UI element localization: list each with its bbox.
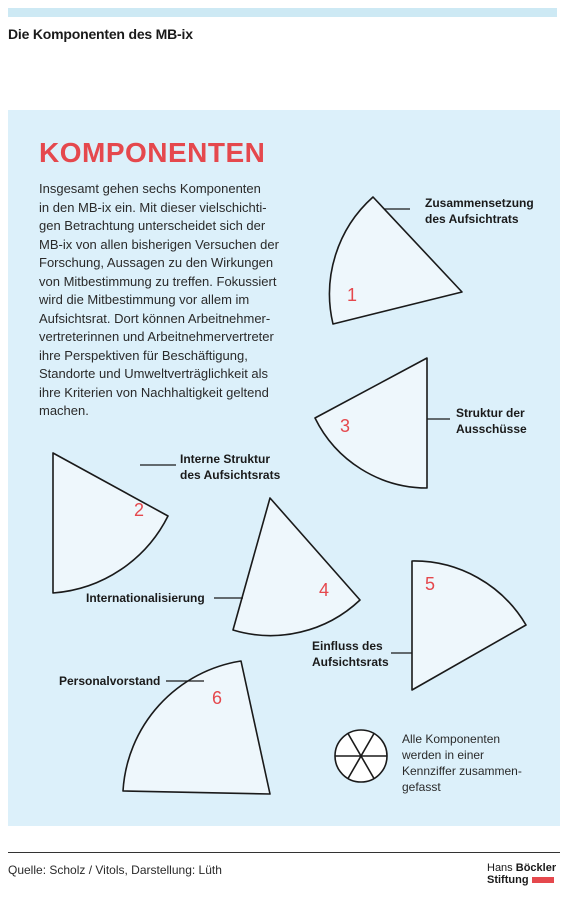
component-number: 5 xyxy=(424,574,436,594)
component-number: 2 xyxy=(133,500,145,520)
legend-note xyxy=(402,731,542,795)
intro-line: Forschung, Aussagen zu den Wirkungen xyxy=(39,255,274,270)
component-label-1 xyxy=(425,195,534,227)
component-label-5 xyxy=(312,638,389,670)
logo-bar xyxy=(532,877,554,883)
note-line: werden in einer xyxy=(402,748,485,762)
label-line: des Aufsichtrats xyxy=(425,212,519,226)
note-line: Kennziffer zusammen- xyxy=(402,764,522,778)
logo-text: Hans xyxy=(487,862,516,874)
publisher-logo xyxy=(487,862,559,886)
label-line: Einfluss des xyxy=(312,639,383,653)
wedge-3 xyxy=(315,358,427,488)
intro-line: vertreterinnen und Arbeitnehmervertreter xyxy=(39,329,274,344)
label-line: Interne Struktur xyxy=(180,452,271,466)
intro-line: ihre Perspektiven für Beschäftigung, xyxy=(39,347,248,363)
label-line: Personalvorstand xyxy=(59,674,161,688)
intro-line: machen. xyxy=(39,403,89,418)
intro-line: Insgesamt gehen sechs Komponenten xyxy=(39,181,261,196)
wedge-4 xyxy=(233,498,360,636)
figure-title: Die Komponenten des MB-ix xyxy=(8,26,193,42)
label-line: Ausschüsse xyxy=(456,422,527,436)
component-label-3 xyxy=(456,405,527,437)
intro-line: Aufsichtsrat. Dort können Arbeitnehmer- xyxy=(39,310,271,326)
panel-heading: KOMPONENTEN xyxy=(39,137,266,168)
component-label-2 xyxy=(180,451,280,483)
intro-line: wird die Mitbestimmung vor allem im xyxy=(39,292,250,307)
note-line: Alle Komponenten xyxy=(402,732,501,746)
source-credit: Quelle: Scholz / Vitols, Darstellung: Lüth xyxy=(8,863,222,877)
logo-text-bold: Stiftung xyxy=(487,874,529,886)
label-line: Struktur der xyxy=(456,406,525,420)
wedge-2 xyxy=(53,453,168,593)
intro-line: MB-ix von allen bisherigen Versuchen der xyxy=(39,236,279,252)
note-line: gefasst xyxy=(402,780,441,794)
label-line: Zusammensetzung xyxy=(425,196,534,210)
intro-line: gen Betrachtung unterscheidet sich der xyxy=(39,218,266,233)
intro-line: in den MB-ix ein. Mit dieser vielschichti- xyxy=(39,199,267,215)
label-line: Aufsichtsrats xyxy=(312,655,389,669)
component-number: 3 xyxy=(339,416,351,436)
intro-line: von Mitbestimmung zu treffen. Fokussiert xyxy=(39,273,277,289)
label-line: des Aufsichtsrats xyxy=(180,468,281,482)
label-line: Internationalisierung xyxy=(86,591,205,605)
intro-line: ihre Kriterien von Nachhaltigkeit geltend xyxy=(39,384,269,400)
intro-line: Standorte und Umweltverträglichkeit als xyxy=(39,366,269,381)
bottom-rule xyxy=(8,852,560,853)
legend-wheel-icon xyxy=(335,730,387,782)
logo-text-bold: Böckler xyxy=(515,862,557,874)
component-number: 6 xyxy=(211,688,223,708)
component-label-6 xyxy=(59,673,160,689)
component-label-4 xyxy=(86,590,205,606)
component-number: 1 xyxy=(346,285,358,305)
component-number: 4 xyxy=(318,580,330,600)
